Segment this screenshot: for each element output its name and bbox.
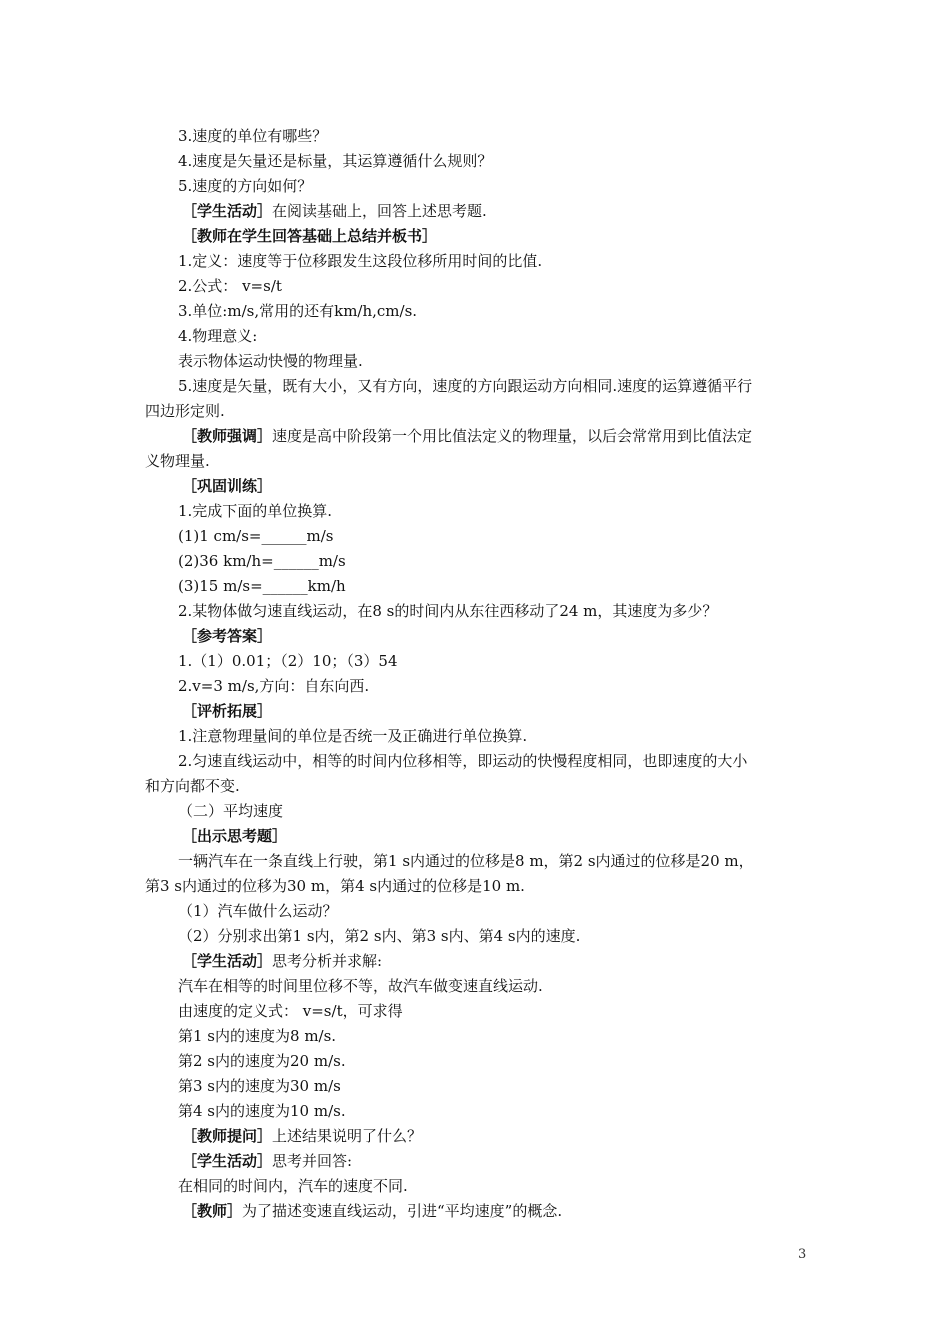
text-line	[145, 949, 810, 974]
text-line: 第3 s内通过的位移为30 m，第4 s内通过的位移是10 m.	[145, 877, 525, 895]
text-line: 2.公式： v=s/t	[178, 277, 282, 295]
text-line: （2）分别求出第1 s内，第2 s内、第3 s内、第4 s内的速度.	[178, 927, 581, 945]
text-line: 4.物理意义:	[178, 327, 258, 345]
section-tag: ［学生活动］	[182, 952, 273, 970]
text-line: 1.定义：速度等于位移跟发生这段位移所用时间的比值.	[178, 252, 543, 270]
line-text: 思考分析并求解:	[272, 952, 383, 970]
text-line	[145, 824, 810, 849]
text-line: （1）汽车做什么运动？	[178, 902, 338, 920]
line-text: 为了描述变速直线运动，引进“平均速度”的概念.	[242, 1202, 563, 1220]
section-tag: ［学生活动］	[182, 1152, 273, 1170]
text-line: 由速度的定义式： v=s/t，可求得	[178, 1002, 403, 1020]
line-text: 上述结果说明了什么？	[272, 1127, 423, 1145]
text-line: 1.注意物理量间的单位是否统一及正确进行单位换算.	[178, 727, 528, 745]
text-line: 四边形定则.	[145, 402, 225, 420]
text-line: （二）平均速度	[178, 802, 284, 820]
text-line: 5.速度的方向如何？	[178, 177, 313, 195]
section-tag: ［学生活动］	[182, 202, 273, 220]
text-line: 义物理量.	[145, 452, 210, 470]
text-line: 2.v=3 m/s,方向：自东向西.	[178, 677, 370, 695]
text-line	[145, 1149, 810, 1174]
section-tag: ［参考答案］	[182, 627, 273, 645]
text-line: 1.完成下面的单位换算.	[178, 502, 333, 520]
line-text: 在阅读基础上，回答上述思考题.	[272, 202, 487, 220]
text-line	[145, 199, 810, 224]
text-line: 第3 s内的速度为30 m/s	[178, 1077, 341, 1095]
text-line: 表示物体运动快慢的物理量.	[178, 352, 363, 370]
text-line	[145, 1124, 810, 1149]
text-line	[145, 224, 810, 249]
section-tag: ［教师提问］	[182, 1127, 273, 1145]
section-tag: ［教师在学生回答基础上总结并板书］	[182, 227, 438, 245]
text-line: 2.匀速直线运动中，相等的时间内位移相等，即运动的快慢程度相同，也即速度的大小	[178, 752, 748, 770]
text-line: (2)36 km/h=______m/s	[178, 552, 346, 570]
text-line: 第4 s内的速度为10 m/s.	[178, 1102, 346, 1120]
text-line: 4.速度是矢量还是标量，其运算遵循什么规则？	[178, 152, 493, 170]
text-line: 第1 s内的速度为8 m/s.	[178, 1027, 337, 1045]
text-line	[145, 474, 810, 499]
section-tag: ［巩固训练］	[182, 477, 273, 495]
section-tag: ［教师强调］	[182, 427, 273, 445]
line-text: 速度是高中阶段第一个用比值法定义的物理量，以后会常常用到比值法定	[272, 427, 753, 445]
section-tag: ［评析拓展］	[182, 702, 273, 720]
text-line	[145, 424, 810, 449]
section-tag: ［出示思考题］	[182, 827, 288, 845]
body-text	[145, 124, 810, 1224]
text-line: 3.速度的单位有哪些？	[178, 127, 328, 145]
text-line: (1)1 cm/s=______m/s	[178, 527, 334, 545]
text-line: 第2 s内的速度为20 m/s.	[178, 1052, 346, 1070]
text-line: (3)15 m/s=______km/h	[178, 577, 346, 595]
text-line	[145, 624, 810, 649]
text-line: 5.速度是矢量，既有大小，又有方向，速度的方向跟运动方向相同.速度的运算遵循平行	[178, 377, 753, 395]
line-text: 思考并回答:	[272, 1152, 353, 1170]
text-line: 在相同的时间内，汽车的速度不同.	[178, 1177, 408, 1195]
text-line: 和方向都不变.	[145, 777, 240, 795]
text-line	[145, 1199, 810, 1224]
text-line: 汽车在相等的时间里位移不等，故汽车做变速直线运动.	[178, 977, 543, 995]
text-line: 2.某物体做匀速直线运动，在8 s的时间内从东往西移动了24 m，其速度为多少？	[178, 602, 718, 620]
text-line	[145, 699, 810, 724]
section-tag: ［教师］	[182, 1202, 243, 1220]
page-number: 3	[798, 1247, 807, 1262]
text-line: 1.（1）0.01；（2）10；（3）54	[178, 652, 398, 670]
text-line: 3.单位:m/s,常用的还有km/h,cm/s.	[178, 302, 418, 320]
text-line: 一辆汽车在一条直线上行驶，第1 s内通过的位移是8 m，第2 s内通过的位移是20 m，	[178, 852, 754, 870]
